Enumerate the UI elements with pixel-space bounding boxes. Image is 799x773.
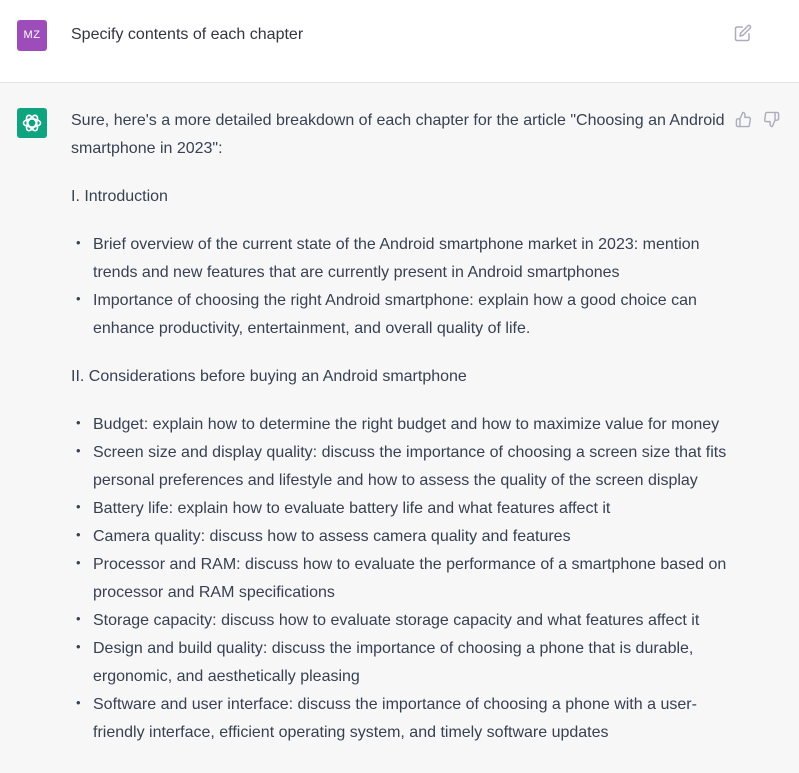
thumbs-up-button[interactable] [735, 111, 753, 129]
edit-icon [734, 24, 752, 42]
list-item: • Software and user interface: discuss the importance of choosing a phone with a user-friendly interface, efficient operating system, and timely software updates [71, 691, 731, 747]
list-item: • Brief overview of the current state of the Android smartphone market in 2023: mention trends and new features that are currently present in Android smartphones [71, 231, 731, 287]
list-item: • Importance of choosing the right Android smartphone: explain how a good choice can enhance productivity, entertainment, and overall quality of life. [71, 287, 731, 343]
list-item: • Design and build quality: discuss the importance of choosing a phone that is durable, ergonomic, and aesthetically pleasing [71, 635, 731, 691]
list-item: • Screen size and display quality: discuss the importance of choosing a screen size that fits personal preferences and lifestyle and how to assess the quality of the screen display [71, 439, 731, 495]
assistant-message-content [71, 107, 731, 767]
section-heading: I. Introduction [71, 188, 168, 205]
section-list [71, 411, 731, 747]
list-item: • Camera quality: discuss how to assess camera quality and features [71, 523, 731, 551]
user-message-row [0, 0, 799, 83]
list-item: • Budget: explain how to determine the right budget and how to maximize value for money [71, 411, 731, 439]
list-item: • Processor and RAM: discuss how to evaluate the performance of a smartphone based on processor and RAM specifications [71, 551, 731, 607]
section-heading: II. Considerations before buying an Android smartphone [71, 368, 467, 385]
list-item: • Battery life: explain how to evaluate battery life and what features affect it [71, 495, 731, 523]
assistant-avatar [17, 108, 47, 138]
assistant-message-row [0, 83, 799, 773]
assistant-intro: Sure, here's a more detailed breakdown of each chapter for the article "Choosing an Android smartphone in 2023": [71, 112, 725, 157]
section-list [71, 231, 731, 343]
user-avatar: MZ [17, 20, 47, 51]
thumbs-down-button[interactable] [763, 111, 781, 129]
openai-logo-icon [17, 108, 47, 138]
list-item: • Storage capacity: discuss how to evaluate storage capacity and what features affect it [71, 607, 731, 635]
thumbs-down-icon [763, 111, 780, 128]
user-message-text: Specify contents of each chapter [71, 26, 304, 43]
edit-button[interactable] [734, 24, 752, 42]
thumbs-up-icon [735, 111, 752, 128]
